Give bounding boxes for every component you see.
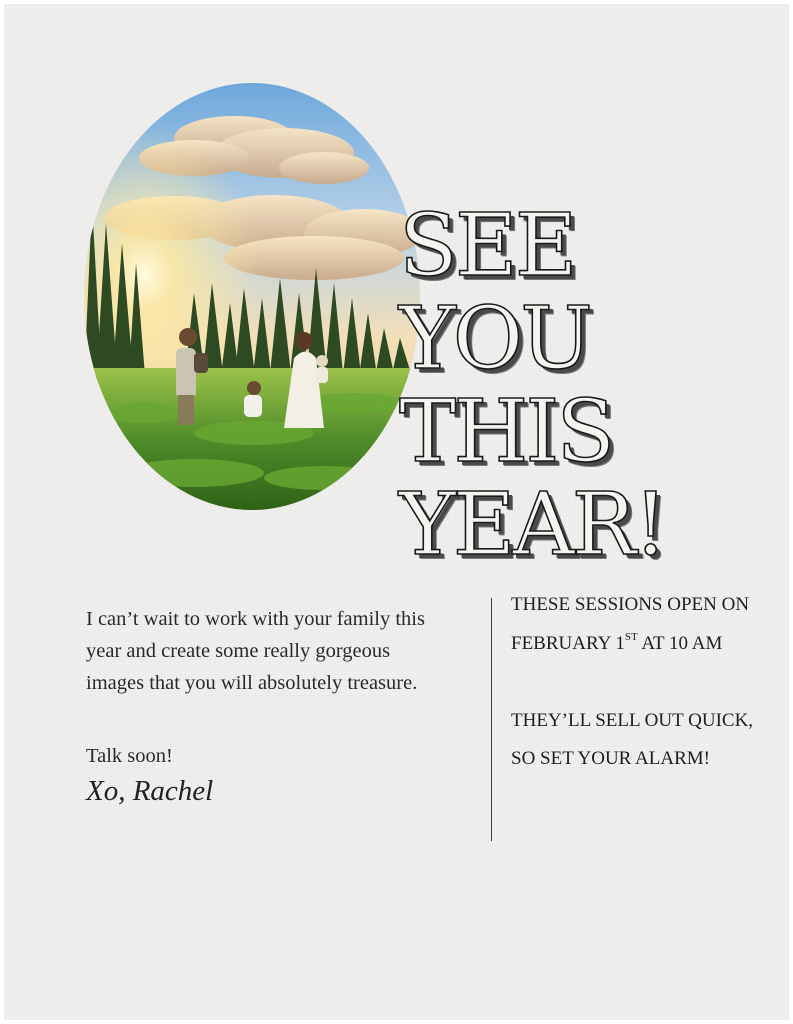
announcement-open-date-text: THESE SESSIONS OPEN ON FEBRUARY 1: [511, 594, 750, 654]
announcement-open-time: AT 10 AM: [637, 632, 723, 654]
announcement-open-date: [511, 586, 771, 663]
flyer-page: [4, 4, 789, 1020]
family-photo-oval: [84, 83, 420, 510]
headline: [399, 196, 665, 575]
headline-line-3: THIS: [399, 382, 613, 482]
headline-line-4: YEAR!: [399, 475, 665, 575]
signature: Xo, Rachel: [86, 775, 214, 807]
personal-message: [86, 603, 431, 811]
ordinal-suffix: ST: [624, 630, 638, 643]
vertical-divider: [491, 598, 492, 841]
message-body: I can’t wait to work with your family this year and create some really gorgeous images that you will absolutely treasure.: [86, 608, 425, 694]
announcement-sellout: THEY’LL SELL OUT QUICK, SO SET YOUR ALARM!: [511, 709, 754, 769]
announcement: [511, 586, 771, 779]
message-signoff: Talk soon!: [86, 745, 173, 767]
announcement-gap: [511, 663, 771, 702]
family-meadow-photo-icon: [84, 83, 420, 510]
headline-line-2: YOU: [399, 289, 590, 389]
headline-line-1: SEE: [399, 196, 575, 296]
